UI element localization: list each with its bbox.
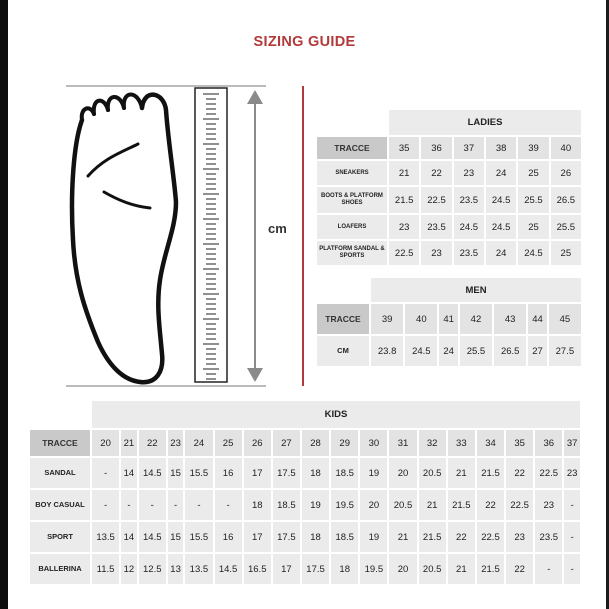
ladies-row-label: SNEAKERS bbox=[317, 161, 387, 185]
kids-size-cell: 16.5 bbox=[244, 554, 271, 584]
ladies-size-cell: 24.5 bbox=[518, 241, 548, 265]
kids-size-header: 22 bbox=[139, 430, 166, 456]
kids-size-cell: 18.5 bbox=[331, 522, 358, 552]
ladies-size-cell: 24.5 bbox=[486, 215, 516, 239]
men-size-cell: 23.8 bbox=[371, 336, 403, 366]
kids-size-header: 35 bbox=[506, 430, 533, 456]
men-corner bbox=[317, 278, 369, 302]
ladies-size-cell: 26.5 bbox=[551, 187, 581, 213]
kids-size-cell: 15 bbox=[168, 522, 184, 552]
kids-size-cell: 14 bbox=[121, 458, 137, 488]
kids-size-header: 27 bbox=[273, 430, 300, 456]
kids-size-cell: 21.5 bbox=[448, 490, 475, 520]
kids-table-row bbox=[30, 522, 580, 552]
kids-size-cell: 22 bbox=[506, 458, 533, 488]
kids-size-cell: - bbox=[564, 490, 580, 520]
men-size-header: 45 bbox=[549, 304, 581, 334]
kids-size-cell: 22 bbox=[506, 554, 533, 584]
page-title: SIZING GUIDE bbox=[253, 34, 356, 50]
kids-size-cell: 19.5 bbox=[360, 554, 387, 584]
kids-size-cell: 21.5 bbox=[477, 458, 504, 488]
kids-size-cell: 20 bbox=[360, 490, 387, 520]
kids-size-cell: 22.5 bbox=[477, 522, 504, 552]
kids-size-cell: 14.5 bbox=[139, 522, 166, 552]
ladies-size-cell: 22.5 bbox=[389, 241, 419, 265]
kids-size-cell: 22.5 bbox=[535, 458, 562, 488]
kids-size-header: 37 bbox=[564, 430, 580, 456]
ladies-size-cell: 23.5 bbox=[454, 187, 484, 213]
kids-size-cell: 18.5 bbox=[331, 458, 358, 488]
kids-size-header: 34 bbox=[477, 430, 504, 456]
ladies-size-table bbox=[315, 108, 583, 267]
ladies-size-cell: 24 bbox=[486, 161, 516, 185]
ladies-size-cell: 23.5 bbox=[421, 215, 451, 239]
kids-size-cell: - bbox=[564, 554, 580, 584]
kids-size-cell: 21.5 bbox=[477, 554, 504, 584]
ladies-size-cell: 22.5 bbox=[421, 187, 451, 213]
kids-size-header: 36 bbox=[535, 430, 562, 456]
kids-size-cell: 14.5 bbox=[139, 458, 166, 488]
men-table-row bbox=[317, 336, 581, 366]
kids-size-cell: 19 bbox=[360, 458, 387, 488]
kids-size-header: 29 bbox=[331, 430, 358, 456]
men-section-title: MEN bbox=[371, 278, 581, 302]
kids-size-cell: 18 bbox=[331, 554, 358, 584]
kids-size-cell: 20.5 bbox=[389, 490, 416, 520]
ladies-size-cell: 21.5 bbox=[389, 187, 419, 213]
ladies-size-cell: 25 bbox=[518, 215, 548, 239]
ladies-size-cell: 23.5 bbox=[454, 241, 484, 265]
ladies-size-cell: 22 bbox=[421, 161, 451, 185]
foot-outline-icon bbox=[72, 95, 176, 383]
kids-size-cell: 22 bbox=[477, 490, 504, 520]
men-size-cell: 25.5 bbox=[460, 336, 492, 366]
ladies-size-header: 40 bbox=[551, 137, 581, 159]
ladies-size-header: 35 bbox=[389, 137, 419, 159]
kids-size-cell: 15.5 bbox=[185, 458, 212, 488]
kids-size-cell: 17 bbox=[244, 458, 271, 488]
kids-size-cell: 15.5 bbox=[185, 522, 212, 552]
ladies-section-title: LADIES bbox=[389, 110, 581, 135]
ladies-row-label: LOAFERS bbox=[317, 215, 387, 239]
kids-size-cell: 13 bbox=[168, 554, 184, 584]
kids-size-cell: 17 bbox=[244, 522, 271, 552]
men-header-label: TRACCE bbox=[317, 304, 369, 334]
men-size-header: 39 bbox=[371, 304, 403, 334]
kids-size-header: 28 bbox=[302, 430, 329, 456]
ladies-corner bbox=[317, 110, 387, 135]
kids-size-cell: 14.5 bbox=[215, 554, 242, 584]
ladies-row-label: BOOTS & PLATFORM SHOES bbox=[317, 187, 387, 213]
kids-size-cell: - bbox=[92, 458, 119, 488]
ladies-size-header: 39 bbox=[518, 137, 548, 159]
ladies-table-row bbox=[317, 161, 581, 185]
ladies-table-row bbox=[317, 215, 581, 239]
ladies-size-cell: 23 bbox=[454, 161, 484, 185]
kids-size-cell: 23 bbox=[506, 522, 533, 552]
kids-row-label: SANDAL bbox=[30, 458, 90, 488]
kids-size-cell: 17.5 bbox=[273, 522, 300, 552]
men-size-cell: 24 bbox=[439, 336, 457, 366]
ladies-header-label: TRACCE bbox=[317, 137, 387, 159]
kids-size-cell: 21 bbox=[419, 490, 446, 520]
kids-header-label: TRACCE bbox=[30, 430, 90, 456]
kids-size-cell: - bbox=[139, 490, 166, 520]
kids-size-header: 24 bbox=[185, 430, 212, 456]
ladies-size-cell: 25 bbox=[551, 241, 581, 265]
kids-table-row bbox=[30, 554, 580, 584]
kids-size-cell: 21 bbox=[448, 554, 475, 584]
kids-size-cell: 23 bbox=[535, 490, 562, 520]
kids-size-header: 32 bbox=[419, 430, 446, 456]
kids-size-table bbox=[28, 399, 582, 586]
kids-size-header: 30 bbox=[360, 430, 387, 456]
kids-size-cell: 21 bbox=[389, 522, 416, 552]
kids-size-cell: 19 bbox=[360, 522, 387, 552]
men-size-cell: 26.5 bbox=[494, 336, 526, 366]
kids-size-cell: 16 bbox=[215, 458, 242, 488]
kids-size-header: 31 bbox=[389, 430, 416, 456]
kids-size-cell: - bbox=[215, 490, 242, 520]
kids-size-cell: 20.5 bbox=[419, 458, 446, 488]
kids-size-header: 33 bbox=[448, 430, 475, 456]
kids-row-label: BALLERINA bbox=[30, 554, 90, 584]
ladies-row-label: PLATFORM SANDAL & SPORTS bbox=[317, 241, 387, 265]
kids-size-cell: 18.5 bbox=[273, 490, 300, 520]
kids-size-cell: 12.5 bbox=[139, 554, 166, 584]
ladies-size-header: 38 bbox=[486, 137, 516, 159]
men-size-header: 40 bbox=[405, 304, 437, 334]
kids-size-cell: 22.5 bbox=[506, 490, 533, 520]
kids-size-cell: - bbox=[92, 490, 119, 520]
kids-size-cell: 21.5 bbox=[419, 522, 446, 552]
double-arrow-icon bbox=[247, 90, 263, 382]
kids-row-label: SPORT bbox=[30, 522, 90, 552]
foot-measure-illustration bbox=[60, 80, 310, 392]
kids-size-header: 25 bbox=[215, 430, 242, 456]
men-row-label: CM bbox=[317, 336, 369, 366]
kids-table-row bbox=[30, 490, 580, 520]
men-size-cell: 27 bbox=[528, 336, 546, 366]
kids-size-cell: 23 bbox=[564, 458, 580, 488]
kids-size-cell: 18 bbox=[302, 458, 329, 488]
men-size-header: 42 bbox=[460, 304, 492, 334]
kids-size-cell: 19 bbox=[302, 490, 329, 520]
kids-size-cell: 15 bbox=[168, 458, 184, 488]
kids-table-row bbox=[30, 458, 580, 488]
kids-corner bbox=[30, 401, 90, 428]
kids-size-cell: - bbox=[564, 522, 580, 552]
ladies-size-cell: 25.5 bbox=[551, 215, 581, 239]
men-size-header: 43 bbox=[494, 304, 526, 334]
ladies-size-cell: 24.5 bbox=[454, 215, 484, 239]
kids-size-header: 20 bbox=[92, 430, 119, 456]
kids-size-cell: 19.5 bbox=[331, 490, 358, 520]
kids-size-cell: - bbox=[121, 490, 137, 520]
ladies-size-cell: 25 bbox=[518, 161, 548, 185]
kids-size-cell: - bbox=[535, 554, 562, 584]
kids-size-cell: 20 bbox=[389, 458, 416, 488]
kids-size-cell: 20 bbox=[389, 554, 416, 584]
ladies-size-cell: 23 bbox=[389, 215, 419, 239]
men-size-cell: 24.5 bbox=[405, 336, 437, 366]
unit-label: cm bbox=[268, 221, 287, 236]
kids-size-cell: 17.5 bbox=[302, 554, 329, 584]
men-size-header: 41 bbox=[439, 304, 457, 334]
men-size-header: 44 bbox=[528, 304, 546, 334]
ladies-size-cell: 24 bbox=[486, 241, 516, 265]
left-edge-bar bbox=[0, 0, 8, 609]
kids-size-cell: 21 bbox=[448, 458, 475, 488]
men-size-table bbox=[315, 276, 583, 368]
kids-size-header: 21 bbox=[121, 430, 137, 456]
ladies-size-header: 36 bbox=[421, 137, 451, 159]
kids-size-cell: - bbox=[185, 490, 212, 520]
kids-size-header: 26 bbox=[244, 430, 271, 456]
ladies-size-cell: 21 bbox=[389, 161, 419, 185]
kids-size-cell: 17 bbox=[273, 554, 300, 584]
kids-size-cell: 11.5 bbox=[92, 554, 119, 584]
ladies-size-header: 37 bbox=[454, 137, 484, 159]
kids-size-cell: 18 bbox=[244, 490, 271, 520]
kids-size-cell: 14 bbox=[121, 522, 137, 552]
ladies-size-cell: 26 bbox=[551, 161, 581, 185]
kids-size-cell: 12 bbox=[121, 554, 137, 584]
kids-size-cell: 16 bbox=[215, 522, 242, 552]
ladies-size-cell: 23 bbox=[421, 241, 451, 265]
ruler-icon bbox=[195, 88, 227, 382]
ladies-size-cell: 24.5 bbox=[486, 187, 516, 213]
kids-section-title: KIDS bbox=[92, 401, 580, 428]
kids-size-cell: 22 bbox=[448, 522, 475, 552]
kids-size-header: 23 bbox=[168, 430, 184, 456]
kids-size-cell: 18 bbox=[302, 522, 329, 552]
kids-size-cell: 13.5 bbox=[92, 522, 119, 552]
kids-size-cell: 23.5 bbox=[535, 522, 562, 552]
kids-size-cell: 13.5 bbox=[185, 554, 212, 584]
kids-size-cell: - bbox=[168, 490, 184, 520]
ladies-table-row bbox=[317, 187, 581, 213]
kids-row-label: BOY CASUAL bbox=[30, 490, 90, 520]
men-size-cell: 27.5 bbox=[549, 336, 581, 366]
kids-size-cell: 20.5 bbox=[419, 554, 446, 584]
ladies-size-cell: 25.5 bbox=[518, 187, 548, 213]
kids-size-cell: 17.5 bbox=[273, 458, 300, 488]
ladies-table-row bbox=[317, 241, 581, 265]
